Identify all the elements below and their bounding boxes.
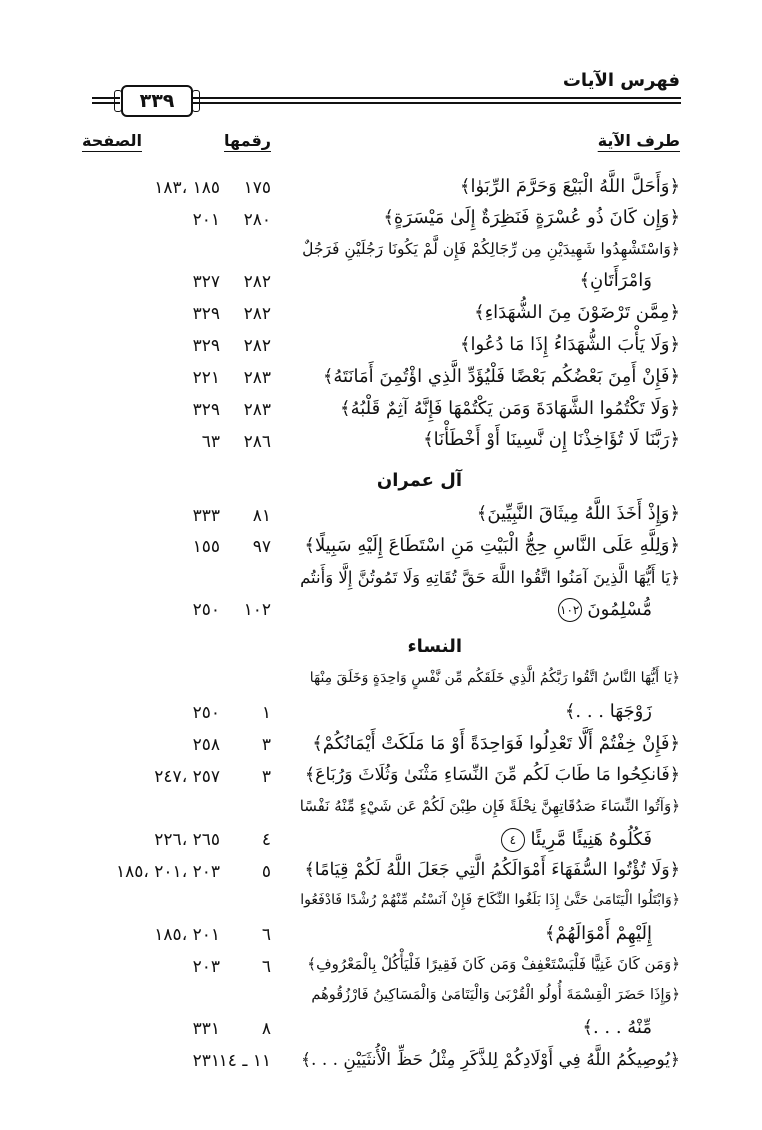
ayah-number: ١٧٥ (243, 178, 271, 198)
page-ref: ١٨٥ ،١٨٣ (154, 178, 220, 198)
ayah-number: ٢٨٣ (243, 368, 271, 388)
verse-text: ﴿وَمَن كَانَ غَنِيًّا فَلْيَسْتَعْفِفْ وَمَن كَانَ فَقِيرًا فَلْيَأْكُلْ بِالْمَعْرُوفِ﴾ (307, 955, 680, 973)
ayah-number: ١٠٢ (243, 600, 271, 620)
page-ref: ٢٣١ (192, 1051, 220, 1071)
verse-text: ﴿فَإِنْ أَمِنَ بَعْضُكُم بَعْضًا فَلْيُؤَدِّ الَّذِي اؤْتُمِنَ أَمَانَتَهُ﴾ (322, 366, 680, 387)
verse-text: ﴿وَإِن كَانَ ذُو عُسْرَةٍ فَنَظِرَةٌ إِلَىٰ مَيْسَرَةٍ﴾ (383, 207, 680, 228)
header-rule-right (190, 97, 681, 99)
verse-text: ﴿وَلَا تَكْتُمُوا الشَّهَادَةَ وَمَن يَكْتُمْهَا فَإِنَّهُ آثِمٌ قَلْبُهُ﴾ (340, 398, 680, 419)
verse-text: ﴿وَأَحَلَّ اللَّهُ الْبَيْعَ وَحَرَّمَ الرِّبَوٰا﴾ (459, 176, 680, 197)
verse-text: ﴿يُوصِيكُمُ اللَّهُ فِي أَوْلَادِكُمْ لِلذَّكَرِ مِثْلُ حَظِّ الْأُنثَيَيْنِ . . .﴾ (301, 1050, 680, 1070)
page-ref: ٣٢٧ (192, 272, 220, 292)
verse-text-continued: زَوْجَهَا . . .﴾ (564, 701, 652, 722)
page-ref: ١٥٥ (192, 537, 220, 557)
ayah-number: ٣ (261, 735, 271, 755)
verse-text: ﴿فَإِنْ خِفْتُمْ أَلَّا تَعْدِلُوا فَوَاحِدَةً أَوْ مَا مَلَكَتْ أَيْمَانُكُمْ﴾ (312, 733, 680, 754)
page-ref: ٣٢٩ (192, 400, 220, 420)
page-ref: ٢٠١ (192, 210, 220, 230)
ayah-number: ٤ (261, 830, 271, 850)
verse-text-end: مُّسْلِمُونَ (587, 599, 652, 620)
page-ref: ٢٠١ ،١٨٥ (154, 925, 220, 945)
ayah-number: ٢٨٢ (243, 304, 271, 324)
ayah-end-marker: ٤ (501, 828, 525, 852)
ayah-number: ٦ (261, 925, 271, 945)
page-ref: ٢٠٣ (192, 957, 220, 977)
verse-text-continued (558, 598, 652, 622)
verse-text: ﴿رَبَّنَا لَا تُؤَاخِذْنَا إِن نَّسِينَا أَوْ أَخْطَأْنَا﴾ (423, 429, 680, 450)
page-ref: ٢٥٧ ،٢٤٧ (154, 767, 220, 787)
verse-text: ﴿يَا أَيُّهَا الَّذِينَ آمَنُوا اتَّقُوا اللَّهَ حَقَّ تُقَاتِهِ وَلَا تَمُوتُنَّ إِلَّا وَأَنتُم (300, 568, 680, 587)
page-ref: ٣٣١ (192, 1019, 220, 1039)
ayah-number: ١ (261, 703, 271, 723)
ayah-number: ٩٧ (252, 537, 271, 557)
ayah-number: ٦ (261, 957, 271, 977)
surah-heading: آل عمران (376, 470, 462, 491)
verse-text: ﴿مِمَّن تَرْضَوْنَ مِنَ الشُّهَدَاءِ﴾ (474, 302, 680, 323)
surah-heading: النساء (407, 636, 462, 657)
column-header-verse: طرف الآية (597, 131, 680, 150)
index-title: فهرس الآيات (562, 70, 680, 91)
ayah-number: ٢٨٣ (243, 400, 271, 420)
header-rule-right-2 (190, 102, 681, 104)
ayah-number: ٢٨٦ (243, 432, 271, 452)
verse-text-continued (501, 828, 652, 852)
page-ref: ٢٠٣ ،٢٠١ ،١٨٥ (116, 862, 220, 882)
verse-text: ﴿وَلَا تُؤْتُوا السُّفَهَاءَ أَمْوَالَكُمُ الَّتِي جَعَلَ اللَّهُ لَكُمْ قِيَامًا﴾ (304, 860, 680, 880)
verse-text: ﴿وَآتُوا النِّسَاءَ صَدُقَاتِهِنَّ نِحْلَةً فَإِن طِبْنَ لَكُمْ عَن شَيْءٍ مِّنْهُ نَفْسًا (299, 797, 680, 815)
page-ref: ٣٢٩ (192, 304, 220, 324)
ayah-number: ٣ (261, 767, 271, 787)
page-ref: ٣٣٣ (192, 506, 220, 526)
ayah-end-marker: ١٠٢ (558, 598, 582, 622)
verse-text: ﴿وَلِلَّهِ عَلَى النَّاسِ حِجُّ الْبَيْتِ مَنِ اسْتَطَاعَ إِلَيْهِ سَبِيلًا﴾ (304, 535, 680, 556)
ayah-number: ٢٨٢ (243, 272, 271, 292)
verse-text: ﴿وَلَا يَأْبَ الشُّهَدَاءُ إِذَا مَا دُعُوا﴾ (459, 334, 680, 355)
ayah-number: ٢٨٢ (243, 336, 271, 356)
ayah-number: ٥ (261, 862, 271, 882)
page-ref: ٢٥٨ (192, 735, 220, 755)
ayah-number: ١١ ـ ١٤ (218, 1051, 271, 1071)
verse-text-continued: وَامْرَأَتَانِ﴾ (579, 270, 652, 291)
ayah-number: ٨١ (252, 506, 271, 526)
verse-text: ﴿وَإِذَا حَضَرَ الْقِسْمَةَ أُولُو الْقُرْبَىٰ وَالْيَتَامَىٰ وَالْمَسَاكِينُ فَارْزُقُوهُم (311, 987, 680, 1003)
page-ref: ٢٦٥ ،٢٢٦ (154, 830, 220, 850)
verse-text: ﴿وَإِذْ أَخَذَ اللَّهُ مِيثَاقَ النَّبِيِّينَ﴾ (476, 503, 680, 524)
page-ref: ٦٣ (201, 432, 220, 452)
verse-text-continued: إِلَيْهِمْ أَمْوَالَهُمْ﴾ (544, 923, 652, 944)
verse-text-continued: مِّنْهُ . . .﴾ (582, 1017, 652, 1038)
verse-text-end: فَكُلُوهُ هَنِيئًا مَّرِيئًا (530, 829, 652, 850)
page-ref: ٢٥٠ (192, 600, 220, 620)
ayah-number: ٨ (261, 1019, 271, 1039)
verse-text: ﴿فَانكِحُوا مَا طَابَ لَكُم مِّنَ النِّسَاءِ مَثْنَىٰ وَثُلَاثَ وَرُبَاعَ﴾ (304, 765, 680, 785)
page-ref: ٢٢١ (192, 368, 220, 388)
column-header-number: رقمها (224, 131, 271, 150)
page-number: ٣٣٩ (121, 85, 193, 117)
verse-text: ﴿وَاسْتَشْهِدُوا شَهِيدَيْنِ مِن رِّجَالِكُمْ فَإِن لَّمْ يَكُونَا رَجُلَيْنِ فَرَجُلٌ (302, 240, 680, 258)
page-ref: ٢٥٠ (192, 703, 220, 723)
page-ref: ٣٢٩ (192, 336, 220, 356)
ayah-number: ٢٨٠ (243, 210, 271, 230)
verse-text: ﴿وَابْتَلُوا الْيَتَامَىٰ حَتَّىٰ إِذَا بَلَغُوا النِّكَاحَ فَإِنْ آنَسْتُم مِّنْهُمْ رُشْدًا فَادْفَعُوا (300, 892, 680, 908)
column-header-page: الصفحة (81, 131, 142, 150)
verse-text: ﴿يَا أَيُّهَا النَّاسُ اتَّقُوا رَبَّكُمُ الَّذِي خَلَقَكُم مِّن نَّفْسٍ وَاحِدَةٍ وَخَلَقَ مِنْهَا (309, 670, 680, 686)
